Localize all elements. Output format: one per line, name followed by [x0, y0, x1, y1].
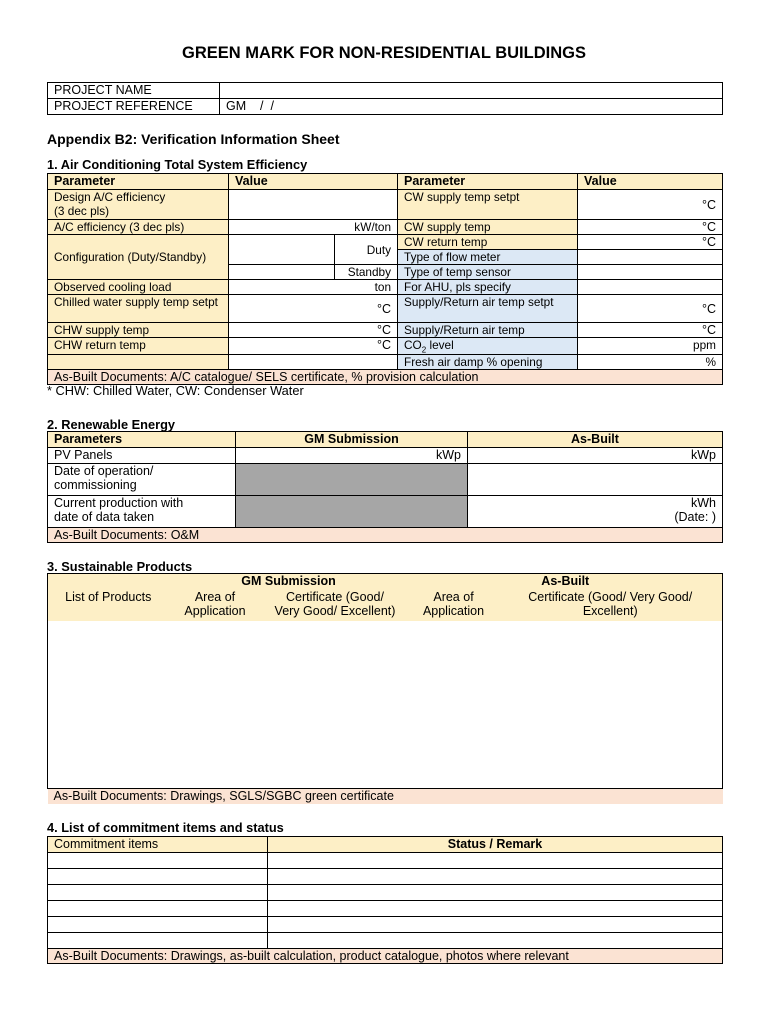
cooling-load-label: Observed cooling load — [48, 280, 229, 295]
col-as-built: As-Built — [468, 432, 723, 448]
chw-setpt-field[interactable]: °C — [229, 295, 398, 323]
chw-return-label: CHW return temp — [48, 338, 229, 355]
configuration-duty-field[interactable] — [229, 235, 335, 265]
fresh-air-label: Fresh air damp % opening — [398, 355, 578, 370]
certificate-gm-header: Certificate (Good/ Very Good/ Excellent) — [262, 590, 409, 621]
commitment-item-field[interactable] — [48, 869, 268, 885]
current-production-gm-shaded — [236, 496, 468, 528]
cw-supply-setpt-field[interactable]: °C — [578, 190, 723, 220]
air-setpt-label: Supply/Return air temp setpt — [398, 295, 578, 323]
cw-supply-temp-field[interactable]: °C — [578, 220, 723, 235]
configuration-standby-field[interactable] — [229, 265, 335, 280]
renewable-energy-table — [47, 431, 723, 543]
status-remark-field[interactable] — [268, 869, 723, 885]
status-remark-field[interactable] — [268, 901, 723, 917]
project-reference-field[interactable]: GM / / — [220, 99, 723, 115]
blank-value-cell[interactable] — [229, 355, 398, 370]
co2-suffix: level — [426, 338, 454, 352]
flow-meter-label: Type of flow meter — [398, 250, 578, 265]
pv-panels-label: PV Panels — [48, 448, 236, 464]
section2-heading: 2. Renewable Energy — [47, 417, 176, 432]
area-application-ab-header: Area of Application — [409, 590, 499, 621]
co2-prefix: CO — [404, 338, 422, 352]
section4-heading: 4. List of commitment items and status — [47, 820, 284, 835]
duty-label: Duty — [335, 235, 398, 265]
commitment-item-field[interactable] — [48, 933, 268, 949]
co2-subscript: 2 — [421, 345, 427, 355]
chw-supply-field[interactable]: °C — [229, 323, 398, 338]
fresh-air-field[interactable]: % — [578, 355, 723, 370]
abbreviation-note: * CHW: Chilled Water, CW: Condenser Water — [47, 383, 304, 398]
appendix-title: Appendix B2: Verification Information Sheet — [47, 131, 340, 147]
date-taken: (Date: ) — [674, 510, 716, 524]
status-remark-field[interactable] — [268, 933, 723, 949]
chw-setpt-label: Chilled water supply temp setpt — [48, 295, 229, 323]
pv-asbuilt-field[interactable]: kWp — [468, 448, 723, 464]
kwh-unit: kWh — [691, 496, 716, 510]
blank-header-cell — [48, 574, 169, 590]
cw-supply-temp-label: CW supply temp — [398, 220, 578, 235]
section1-heading: 1. Air Conditioning Total System Efficiency — [47, 157, 308, 172]
products-entry-area[interactable] — [48, 621, 723, 789]
cooling-load-field[interactable]: ton — [229, 280, 398, 295]
project-reference-label: PROJECT REFERENCE — [48, 99, 220, 115]
area-application-gm-header: Area of Application — [169, 590, 262, 621]
commitment-items-table — [47, 836, 723, 964]
design-ac-efficiency-field[interactable] — [229, 190, 398, 220]
commitment-item-field[interactable] — [48, 901, 268, 917]
col-parameter: Parameter — [48, 174, 229, 190]
blank-param-cell — [48, 355, 229, 370]
chw-return-field[interactable]: °C — [229, 338, 398, 355]
ahu-label: For AHU, pls specify — [398, 280, 578, 295]
section4-docs: As-Built Documents: Drawings, as-built calculation, product catalogue, photos where relevant — [48, 949, 723, 964]
certificate-ab-header: Certificate (Good/ Very Good/ Excellent) — [499, 590, 723, 621]
commitment-item-field[interactable] — [48, 885, 268, 901]
air-setpt-field[interactable]: °C — [578, 295, 723, 323]
temp-sensor-field[interactable] — [578, 265, 723, 280]
col-value: Value — [229, 174, 398, 190]
date-operation-asbuilt-field[interactable] — [468, 464, 723, 496]
list-products-header: List of Products — [48, 590, 169, 621]
design-ac-efficiency-label: Design A/C efficiency (3 dec pls) — [48, 190, 229, 220]
section1-docs: As-Built Documents: A/C catalogue/ SELS certificate, % provision calculation — [48, 370, 723, 385]
section3-heading: 3. Sustainable Products — [47, 559, 193, 574]
project-name-label: PROJECT NAME — [48, 83, 220, 99]
air-temp-label: Supply/Return air temp — [398, 323, 578, 338]
col-commitment-items: Commitment items — [48, 837, 268, 853]
section3-docs: As-Built Documents: Drawings, SGLS/SGBC green certificate — [48, 789, 723, 804]
project-info-table — [47, 82, 723, 115]
cw-return-temp-label: CW return temp — [398, 235, 578, 250]
chw-supply-label: CHW supply temp — [48, 323, 229, 338]
gm-submission-header: GM Submission — [169, 574, 409, 590]
flow-meter-field[interactable] — [578, 250, 723, 265]
col-parameters: Parameters — [48, 432, 236, 448]
col-status-remark: Status / Remark — [268, 837, 723, 853]
cw-return-temp-field[interactable]: °C — [578, 235, 723, 250]
as-built-header: As-Built — [409, 574, 723, 590]
status-remark-field[interactable] — [268, 885, 723, 901]
date-operation-label: Date of operation/ commissioning — [48, 464, 236, 496]
date-operation-gm-shaded — [236, 464, 468, 496]
configuration-label: Configuration (Duty/Standby) — [48, 235, 229, 280]
sustainable-products-table — [47, 573, 723, 804]
air-temp-field[interactable]: °C — [578, 323, 723, 338]
current-production-label: Current production with date of data taken — [48, 496, 236, 528]
pv-gm-field[interactable]: kWp — [236, 448, 468, 464]
project-name-field[interactable] — [220, 83, 723, 99]
col-parameter-2: Parameter — [398, 174, 578, 190]
commitment-item-field[interactable] — [48, 853, 268, 869]
cw-supply-setpt-label: CW supply temp setpt — [398, 190, 578, 220]
ac-efficiency-label: A/C efficiency (3 dec pls) — [48, 220, 229, 235]
page-title: GREEN MARK FOR NON-RESIDENTIAL BUILDINGS — [182, 44, 586, 62]
temp-sensor-label: Type of temp sensor — [398, 265, 578, 280]
col-gm-submission: GM Submission — [236, 432, 468, 448]
ahu-field[interactable] — [578, 280, 723, 295]
current-production-asbuilt-field[interactable] — [468, 496, 723, 528]
co2-field[interactable]: ppm — [578, 338, 723, 355]
status-remark-field[interactable] — [268, 853, 723, 869]
commitment-item-field[interactable] — [48, 917, 268, 933]
standby-label: Standby — [335, 265, 398, 280]
col-value-2: Value — [578, 174, 723, 190]
ac-efficiency-field[interactable]: kW/ton — [229, 220, 398, 235]
co2-label — [398, 338, 578, 355]
ac-efficiency-table — [47, 173, 723, 385]
section2-docs: As-Built Documents: O&M — [48, 528, 723, 543]
status-remark-field[interactable] — [268, 917, 723, 933]
